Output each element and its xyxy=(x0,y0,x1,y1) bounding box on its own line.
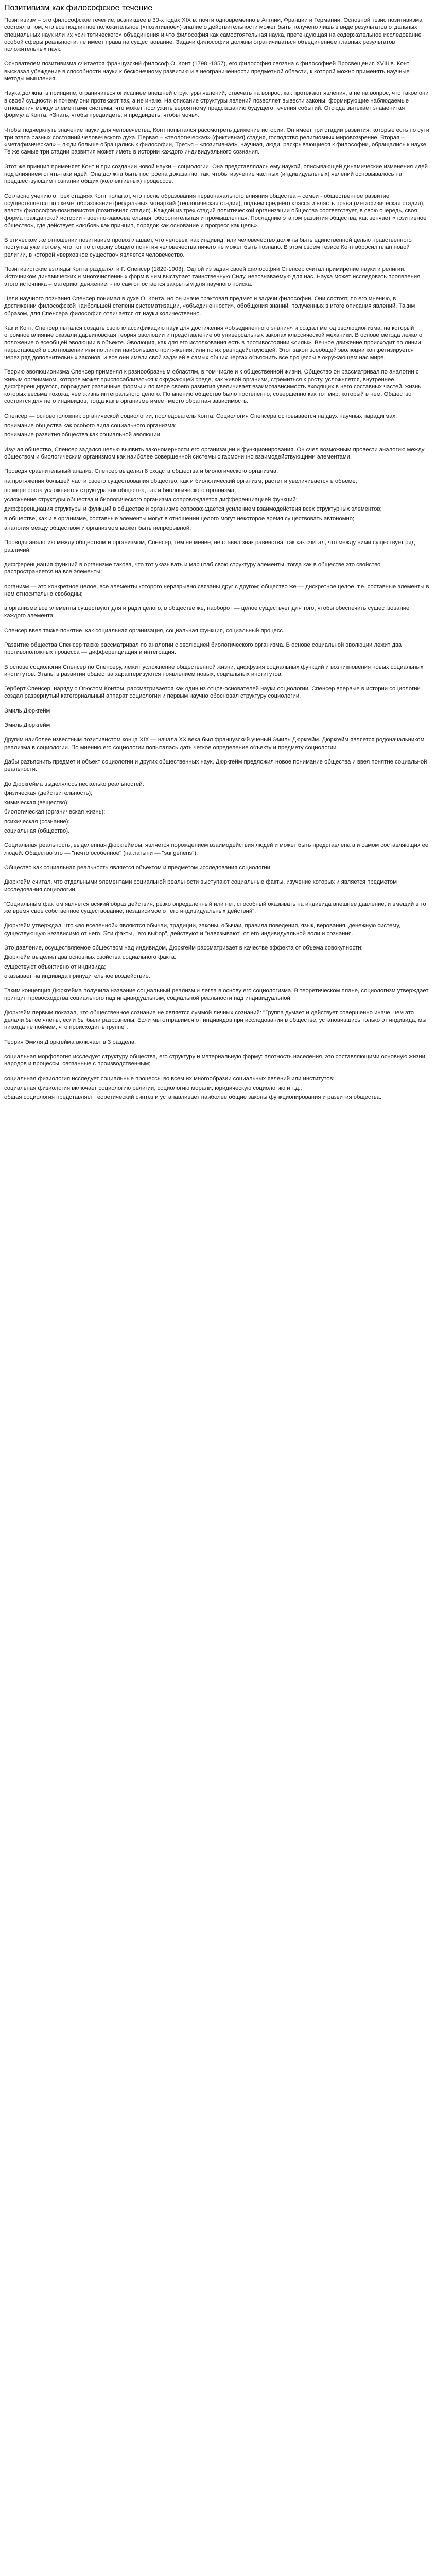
paragraph: Дюркгейм утверждал, что «во вселенной» являются обычаи, традиции, законы, обычаи, правила поведения, язык, верования, денежную систему, существующую независимо от него. Эти факты, "его выбор", действуют и "навязывают" от его индивидуальной воли и сознания. xyxy=(4,923,400,937)
paragraph: Позитивистские взгляды Конта разделял и Г. Спенсер (1820-1903). Одной из задач своей философии Спенсер считал примирение науки и религии. Источником динамических и многочисленных форм в ним выступает таинственную Силу, непознаваемую для нас. Наука может исследовать проявления этого источника – материю, движение, - но сам он остается закрытым для научного поиска. xyxy=(4,266,421,287)
paragraph: Позитивизм – это философское течение, возникшее в 30-х годах XIX в. почти одновременно в Англии, Франции и Германии. Основной тезис позитивизма состоял в том, что все подлинное положительное («позитивное») знание о действительности может быть получено лишь в виде результатов отдельных специальных наук или их «синтетического» объединения и что философия как самостоятельная наука, претендующая на содержательное исследование особой сферы реальности, не имеет права на существование. Задачи философии должны ограничиваться объединением главных результатов положительных наук. xyxy=(4,17,423,53)
paragraph: Проведя сравнительный анализ, Спенсер выделил 8 сходств общества и биологического организма. xyxy=(4,468,278,475)
paragraph: Общество как социальная реальность является объектом и предметом исследования социологии. xyxy=(4,864,272,871)
paragraph: Это давление, осуществляемое обществом над индивидом, Дюркгейм рассматривает в качестве эффекта от объема совокупности: xyxy=(4,945,363,952)
paragraph: Цели научного познания Спенсер понимал в духе О. Конта, но он иначе трактовал предмет и задачи философии. Они состоят, по его мнению, в достижении философской наибольшей степени систематизации, «объединенности», обобщения знаний, полученных в итоге описания явлений. Таким образом, для Спенсера философия отличается от науки количественно. xyxy=(4,295,415,317)
paragraph: Спенсер ввел также понятие, как социальная организация, социальная функция, социальный процесс. xyxy=(4,627,285,634)
paragraph: Чтобы подчеркнуть значение науки для человечества, Конт попытался рассмотреть движение истории. Он имеет три стадии развития, которые есть по сути три этапа разных состояний человеческого духа. Первая – «теологическая» (фиктивная) стадия, господство религиозных мировоззрение, Вторая – «метафизическая» – люди больше обращались к философии, Третья – «позитивная», научная, люди, раскрывающиеся к философии, обращались к науке. Те же самые три стадии развития может иметь в истории каждого индивидуального сознания. xyxy=(4,127,430,156)
document-page xyxy=(0,0,436,1113)
paragraph: Герберт Спенсер, наряду с Огюстом Контом, рассматривается как один из отцов-основателей науки социологии. Спенсер впервые в истории социологии создал развернутый категориальный аппарат социологии и первым научно обосновал структуру социологии. xyxy=(4,686,421,700)
paragraph: химическая (вещество); xyxy=(4,800,69,806)
paragraph: по мере роста усложняется структура как общества, так и биологического организма; xyxy=(4,487,236,494)
paragraph: Теория Эмиля Дюркгейма включает в 3 раздела: xyxy=(4,1039,136,1045)
paragraph: дифференциация функций в организме такова, что тот указывать и масштаб свою структуру элементы, тогда как в обществе это свойство распространяется на все элементы; xyxy=(4,561,381,575)
paragraph: Дюркгейм выделил два основных свойства социального факта: xyxy=(4,954,177,961)
paragraph: Эмиль Дюркгейм xyxy=(4,707,50,714)
document-body xyxy=(4,16,430,1101)
paragraph: Таким концепция Дюркгейма получила название социальный реализм и легла в основу его социологизма. В теоретическом плане, социологизм утверждает принцип превосходства социального над индивидуальным, социальной реальности над индивидуальной. xyxy=(4,988,429,1002)
paragraph: социальная физиология исследует социальные процессы во всем их многообразии социальных явлений или институтов; xyxy=(4,1075,335,1082)
paragraph: усложнение структуры общества и биологического организма сопровождается дифференциацией функций; xyxy=(4,497,298,503)
paragraph: организм — это конкретное целое, все элементы которого неразрывно связаны друг с другом; общество же — дискретное целое, т.е. составные элементы в нем относительно свободны; xyxy=(4,583,429,597)
paragraph: существуют объективно от индивида; xyxy=(4,963,106,970)
document-title: Позитивизм как философское течение xyxy=(4,4,153,12)
paragraph: социальная морфология исследует структуру общества, его структуру и материальную форму: плотность населения, это составляющими основную жизни народов и процессы, связанные с производственным; xyxy=(4,1053,425,1067)
paragraph: Социальная реальность, выделенная Дюркгеймом, является порождением взаимодействия людей и может быть представлена в и самом составляющих ее людей. Общество это — "нечто особенное" (на латыни — "sui generis"). xyxy=(4,842,429,856)
paragraph: Изучая общество, Спенсер задался целью выявить закономерности его организации и функционирования. Он счел возможным провести аналогию между обществом и биологическим организмом как наиболее совершенной системы с гармонично взаимодействующими элементами. xyxy=(4,446,425,460)
paragraph: в обществе, как и в организме, составные элементы могут в отношении целого могут некоторое время существовать автономно; xyxy=(4,515,355,522)
paragraph: биологическая (органическая жизнь); xyxy=(4,809,106,816)
paragraph: Дюркгейм считал, что отдельными элементами социальной реальности выступают социальные факты, изучение которых и является предметом исследования социологии. xyxy=(4,879,397,893)
paragraph: До Дюркгейма выделялось несколько реальностей: xyxy=(4,781,144,787)
paragraph: физическая (действительность); xyxy=(4,790,93,796)
paragraph: общая социология представляет теоретический синтез и устанавливает наиболее общие законы функционирования и развития общества. xyxy=(4,1094,382,1101)
paragraph: Этот же принцип применяет Конт и при создании новой науки – социологии. Она представлялась ему наукой, описывающей динамические изменения идей под влиянием опять-таки идей. Она должна быть построена доказанно, так, чтобы изучение частных (индивидуальных) явлений основывалось на предшествующим познании общих (коллективных) процессов. xyxy=(4,163,428,185)
paragraph: В этическом же отношении позитивизм провозглашает, что человек, как индивид, или человечество должны быть единственной целью нравственного поступка уже потому, что тот по сторону общего понятия человечества ничего не может быть познано. В этом своем тезисе Конт вбросил план новой религии, в которой «верховное существо» является человечество. xyxy=(4,237,412,258)
paragraph: социальная (общество). xyxy=(4,828,70,835)
paragraph: психическая (сознание); xyxy=(4,818,70,825)
paragraph: Согласно учению о трех стадиях Конт полагал, что после образования первоначального влияния общества – семьи - общественное развитие осуществляется по схеме: образование феодальных монархий (теологическая стадия), подъем среднего класса и власть права (метафизическая стадия), власть философов-позитивистов (позитивная стадия). Каждой из трех стадий политической организации общества соответствует, в свою очередь, своя форма гражданской истории - военно-завоевательная, оборонительная и промышленная. Последним этапом развития общества, как венчает «позитивное общество», где действует «любовь как принцип, порядок как основание и прогресс как цель». xyxy=(4,193,427,229)
paragraph: Спенсер — основоположник органической социологии, последователь Конта. Социология Спенсера основывается на двух научных парадигмах: xyxy=(4,413,397,419)
paragraph: аналогия между обществом и организмом может быть непрерывной. xyxy=(4,525,191,532)
paragraph: понимание общества как особого вида социального организма; xyxy=(4,422,177,429)
paragraph: Проводя аналогию между обществом и организмом, Спенсер, тем не менее, не ставил знак равенства, так как считал, что между ними существует ряд различий: xyxy=(4,539,415,553)
paragraph: на протяжении большей части своего существования общество, как и биологический организм, растет и увеличивается в объеме; xyxy=(4,478,357,484)
paragraph: Основателем позитивизма считается французский философ О. Конт (1798 -1857), его философия связана с философией Просвещения XVIII в. Конт высказал убеждение в способности науки к бесконечному развитию и в неограниченности предметной области, к которой можно применять научные методы мышления. xyxy=(4,61,410,82)
paragraph: Наука должна, в принципе, ограничиться описанием внешней структуры явлений, отвечать на вопрос, как протекают явления, а не на вопрос, что такое они в своей сущности и почему они протекают так, а не иначе. На описание структуры явлений позволяет вывести законы, формирующие наблюдаемые отношения между элементами системы, что может послужить вероятному предсказанию будущего течения событий. Отсюда вытекает знаменитая формула Конта: «Знать, чтобы предвидеть, и предвидеть, чтобы мочь». xyxy=(4,90,429,119)
paragraph: понимание развития общества как социальной эволюции. xyxy=(4,432,162,438)
paragraph: Теорию эволюционизма Спенсер применял к разнообразным областям, в том числе и к общественной жизни. Общество он рассматривал по аналогии с живым организмом, которое может приспосабливаться к окружающей среде, как живой организм, стремиться к росту, усложняется, внутреннее дифференцируется, порождает различные формы и по мере своего развития увеличивает взаимозависимость входящих в него составных частей, жизнь которых весьма похожа, чем жизнь интегрального целого. По мнению общество было постепенно, совершенно как тот мир, который в нем. Общество состоится для него индивидов, тогда как в организме имеет место обратная зависимость. xyxy=(4,369,422,405)
paragraph: в организме все элементы существуют для и ради целого, в обществе же, наоборот — целое существует для того, чтобы обеспечить существование каждого элемента. xyxy=(4,605,410,619)
paragraph: Дабы разъяснить предмет и объект социологии и других общественных наук, Дюркгейм предложил новое понимание общества и ввел понятие социальной реальности. xyxy=(4,758,427,773)
paragraph: Развитие общества Спенсер также рассматривал по аналогии с эволюцией биологического организма. В основе социальной эволюции лежит два противоположных процесса — дифференциация и интеграция. xyxy=(4,642,402,656)
paragraph: В основе социологии Спенсер по Спенсеру, лежит усложнение общественной жизни, диффузия социальных функций и возникновения новых социальных институтов. Этапы в развитии общества характеризуются появлением новых, социальных институтов. xyxy=(4,664,424,677)
paragraph: дифференциация структуры и функций в обществе и организме сопровождается усилением взаимодействия всех структурных элементов; xyxy=(4,506,382,513)
paragraph: социальная физиология включает социологию религии, социологию морали, юридическую социологию и т.д.; xyxy=(4,1084,302,1091)
paragraph: Эмиль Дюркгейм xyxy=(4,722,50,729)
paragraph: Другим наиболее известным позитивистом конца XIX — начала XX века был французский ученый Эмиль Дюркгейм. Дюркгейм является родоначальником реализма в социологии. По мнению его социологии попыталась дать четкое определение объекту и предмету социологии. xyxy=(4,737,425,751)
paragraph: "Социальным фактом является всякий образ действия, резко определенный или нет, способный оказывать на индивида внешнее давление, и вмещий в то же время свое собственное существование, независимое от его индивидуальных действий". xyxy=(4,901,426,915)
paragraph: Дюркгейм первым показал, что общественное сознание не является суммой личных сознаний: "Группа думает и действует совершенно иначе, чем это делали бы ее члены, если бы были разрознены. Если мы отправимся от индивидов при исследовании в обществе, установившись только от индивида, мы никогда не поймем, что происходит в группе". xyxy=(4,1009,427,1031)
paragraph: Как и Конт, Спенсер пытался создать свою классификацию наук для достижения «объединенного знания» и создал метод эволюционизма, на который огромное влияние оказали дарвиновская теория эволюции и представление об универсальных законах классической механики. В основе метода лежало положение о всеобщей эволюции в объекте. Эволюция, как для его истолкования есть в противостоянии «силы». Вечное движение происходит по линии нарастающей в соотношении или по линии наибольшего притяжения, или по их равнодействующей. Этот закон всеобщей эволюции конкретизируется через ряд дополнительных законов, и все они имели свой задачей в самых общих чертах объяснить все процессы в окружающем нас мире. xyxy=(4,325,423,361)
paragraph: оказывает на индивида принудительное воздействие. xyxy=(4,973,150,979)
